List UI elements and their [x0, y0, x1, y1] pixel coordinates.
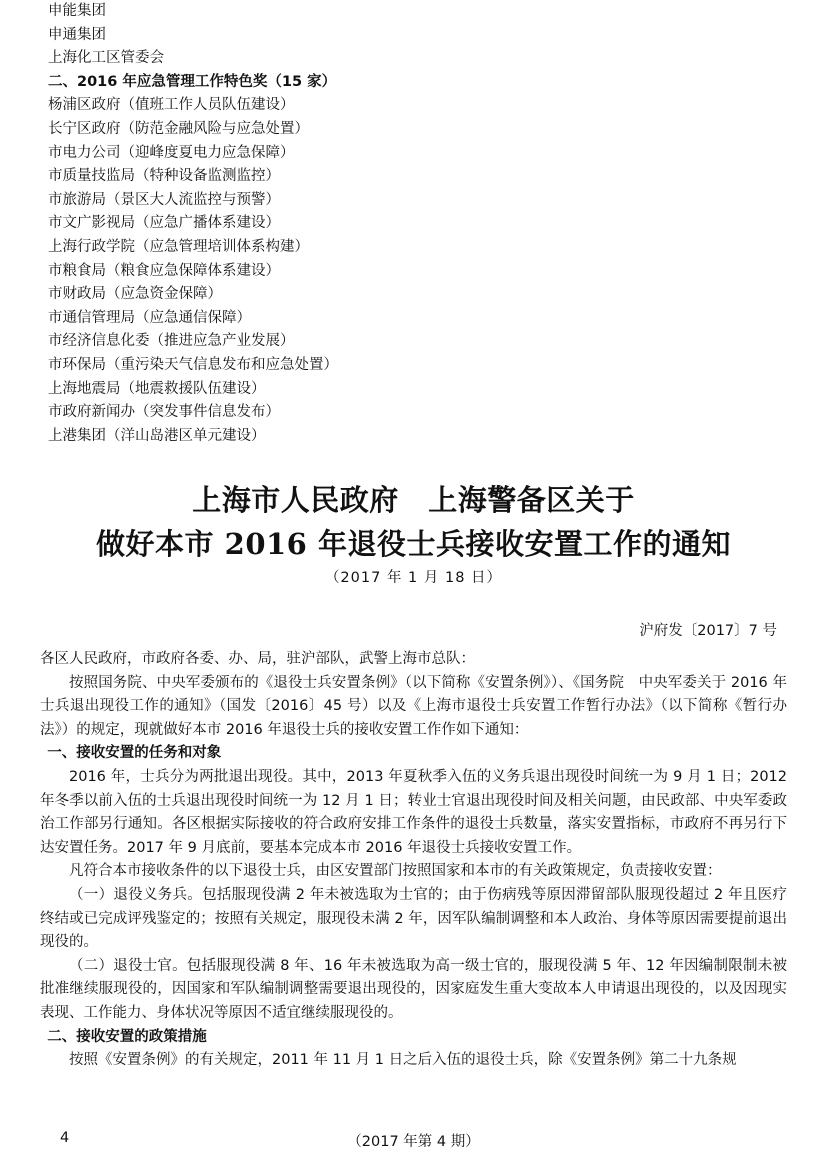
body-paragraph: （二）退役士官。包括服现役满 8 年、16 年未被选取为高一级士官的，服现役满 5 年、12 年因编制限制未被批准继续服现役的，因国家和军队编制调整需要退出现役的，因家庭发生重大变故本人申请退出现役的，以及因现实表现、工作能力、身体状况等原因不适宜继续服现役的。	[40, 957, 787, 1021]
list-item: 市通信管理局（应急通信保障）	[48, 309, 251, 326]
notice-body	[40, 648, 787, 1073]
issue-label: （2017 年第 4 期）	[347, 1134, 480, 1150]
list-item: 上港集团（洋山岛港区单元建设）	[48, 427, 266, 444]
section-heading: 二、接收安置的政策措施	[47, 1028, 207, 1045]
list-item: 市旅游局（景区大人流监控与预警）	[48, 191, 280, 208]
body-paragraph: （一）退役义务兵。包括服现役满 2 年未被选取为士官的；由于伤病残等原因滞留部队服现役超过 2 年且医疗终结或已完成评残鉴定的；按照有关规定，服现役未满 2 年，因军队编制调整和本人政治、身体等原因需要提前退出现役的。	[40, 886, 787, 951]
award-list	[48, 0, 768, 448]
list-item: 申能集团	[48, 3, 106, 19]
list-item: 市经济信息化委（推进应急产业发展）	[48, 333, 295, 350]
body-paragraph: 按照《安置条例》的有关规定，2011 年 11 月 1 日之后入伍的退役士兵，除《安置条例》第二十九条规	[69, 1052, 737, 1069]
list-item: 市文广影视局（应急广播体系建设）	[48, 215, 280, 232]
list-item: 市环保局（重污染天气信息发布和应急处置）	[48, 356, 338, 373]
section-heading: 一、接收安置的任务和对象	[47, 745, 222, 762]
list-item: 上海地震局（地震救援队伍建设）	[48, 380, 266, 397]
notice-title-block	[0, 478, 827, 590]
list-item: 申通集团	[48, 26, 106, 43]
list-item: 市粮食局（粮食应急保障体系建设）	[48, 262, 280, 279]
list-item: 市电力公司（迎峰度夏电力应急保障）	[48, 144, 295, 161]
notice-title-line-1: 上海市人民政府 上海警备区关于	[192, 483, 635, 517]
notice-title-line-2: 做好本市 2016 年退役士兵接收安置工作的通知	[96, 527, 731, 561]
list-item: 长宁区政府（防范金融风险与应急处置）	[48, 120, 309, 137]
list-item: 市财政局（应急资金保障）	[48, 286, 222, 303]
list-item: 市政府新闻办（突发事件信息发布）	[48, 404, 280, 421]
section-heading: 二、2016 年应急管理工作特色奖（15 家）	[48, 73, 337, 90]
body-paragraph: 2016 年，士兵分为两批退出现役。其中，2013 年夏秋季入伍的义务兵退出现役时间统一为 9 月 1 日；2012 年冬季以前入伍的士兵退出现役时间统一为 12 月 1 日；转业士官退出现役时间及相关问题，由民政部、中央军委政治工作部另行通知。各区根据实际接收的符合政府安排工作条件的退役士兵数量，落实安置指标，市政府不再另行下达安置任务。2017 年 9 月底前，要基本完成本市 2016 年退役士兵接收安置工作。	[40, 768, 787, 856]
document-number: 沪府发〔2017〕7 号	[639, 623, 777, 639]
body-paragraph: 凡符合本市接收条件的以下退役士兵，由区安置部门按照国家和本市的有关政策规定，负责接收安置：	[69, 863, 722, 880]
list-item: 杨浦区政府（值班工作人员队伍建设）	[48, 97, 295, 114]
list-item: 上海行政学院（应急管理培训体系构建）	[48, 238, 309, 255]
salutation: 各区人民政府，市政府各委、办、局，驻沪部队，武警上海市总队：	[40, 651, 475, 667]
body-paragraph: 按照国务院、中央军委颁布的《退役士兵安置条例》（以下简称《安置条例》）、《国务院 中央军委关于 2016 年士兵退出现役工作的通知》（国发〔2016〕45 号）以及《上海市退役士兵安置工作暂行办法》（以下简称《暂行办法》）的规定，现就做好本市 2016 年退役士兵的接收安置工作作如下通知：	[40, 674, 787, 738]
page-number: 4	[60, 1130, 70, 1146]
notice-date: （2017 年 1 月 18 日）	[324, 570, 503, 586]
list-item: 上海化工区管委会	[48, 50, 164, 67]
list-item: 市质量技监局（特种设备监测监控）	[48, 168, 280, 185]
